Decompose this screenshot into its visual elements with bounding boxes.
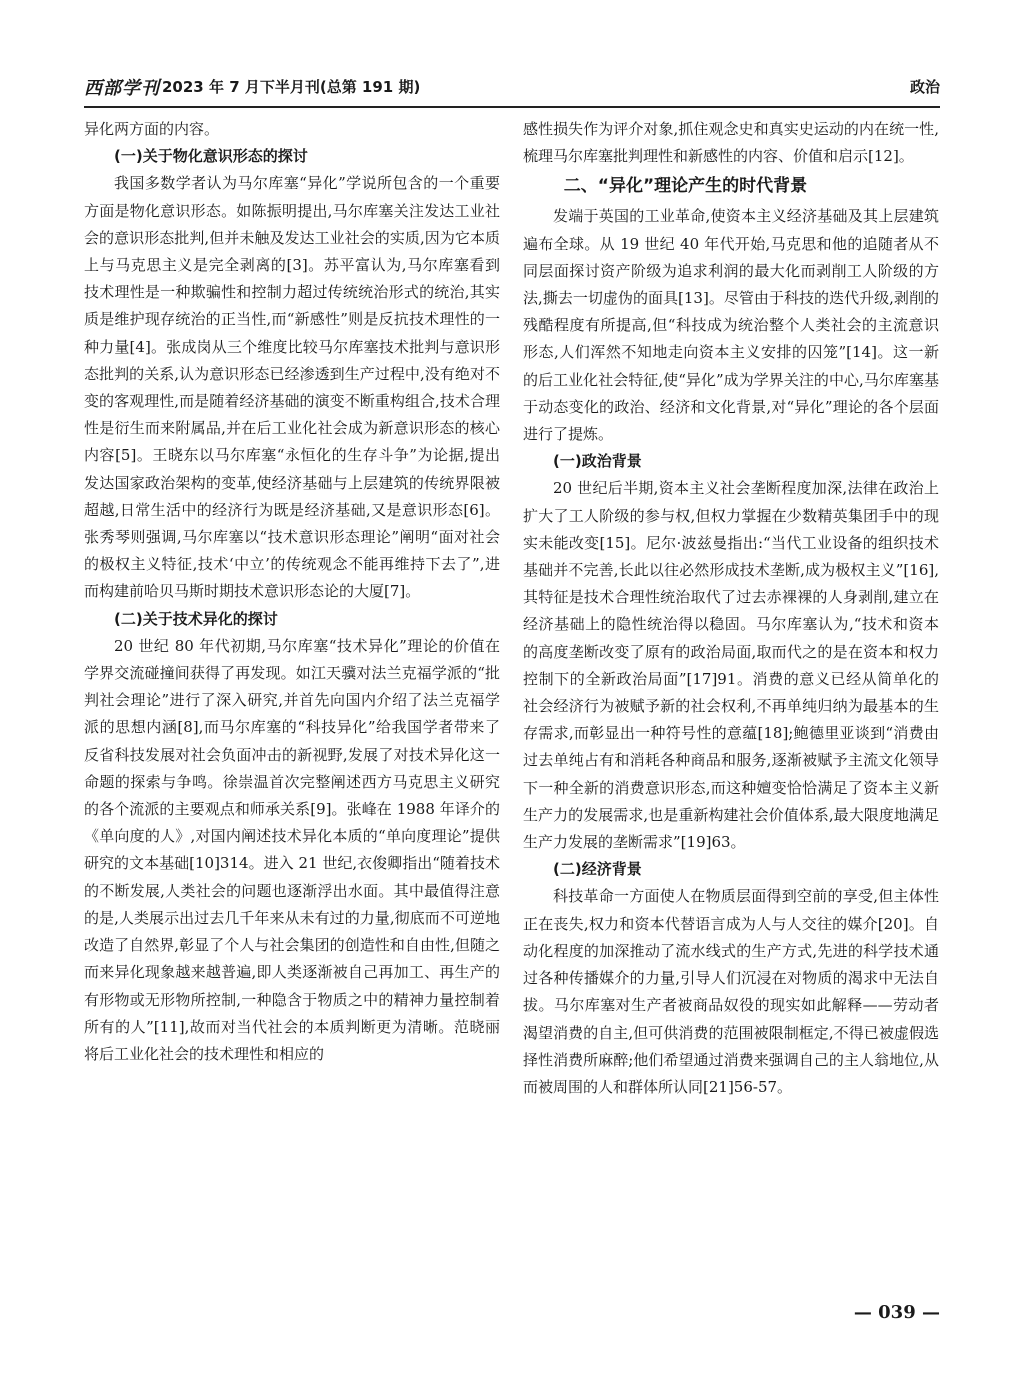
paragraph: 发端于英国的工业革命,使资本主义经济基础及其上层建筑遍布全球。从 19 世纪 40 年代开始,马克思和他的追随者从不同层面探讨资产阶级为追求利润的最大化而剥削工人阶级的方法,撕去一切虚伪的面具[13]。尽管由于科技的迭代升级,剥削的残酷程度有所提高,但“科技成为统治整个人类社会的主流意识形态,人们浑然不知地走向资本主义安排的囚笼”[14]。这一新的后工业化社会特征,使“异化”成为学界关注的中心,马尔库塞基于动态变化的政治、经济和文化背景,对“异化”理论的各个层面进行了提炼。 xyxy=(523,207,939,444)
paragraph: 科技革命一方面使人在物质层面得到空前的享受,但主体性正在丧失,权力和资本代替语言成为人与人交往的媒介[20]。自动化程度的加深推动了流水线式的生产方式,先进的科学技术通过各种传播媒介的力量,引导人们沉浸在对物质的渴求中无法自拔。马尔库塞对生产者被商品奴役的现实如此解释——劳动者渴望消费的自主,但可供消费的范围被限制框定,不得已被虚假选择性消费所麻醉;他们希望通过消费来强调自己的主人翁地位,从而被周围的人和群体所认同[21]56-57。 xyxy=(523,887,939,1096)
journal-logo: 西部学刊 xyxy=(84,78,160,99)
page-number: — 039 — xyxy=(853,1302,940,1323)
subsection-heading: (一)政治背景 xyxy=(553,452,642,471)
section-name: 政治 xyxy=(909,78,940,96)
paragraph: 20 世纪 80 年代初期,马尔库塞“技术异化”理论的价值在学界交流碰撞间获得了再发现。如江天骥对法兰克福学派的“批判社会理论”进行了深入研究,并首先向国内介绍了法兰克福学派的思想内涵[8],而马尔库塞的“科技异化”给我国学者带来了反省科技发展对社会负面冲击的新视野,发展了对技术异化这一命题的探索与争鸣。徐崇温首次完整阐述西方马克思主义研究的各个流派的主要观点和师承关系[9]。张峰在 1988 年译介的《单向度的人》,对国内阐述技术异化本质的“单向度理论”提供研究的文本基础[10]314。进入 21 世纪,衣俊卿指出“随着技术的不断发展,人类社会的问题也逐渐浮出水面。其中最值得注意的是,人类展示出过去几千年来从未有过的力量,彻底而不可逆地改造了自然界,彰显了个人与社会集团的创造性和自由性,但随之而来异化现象越来越普遍,即人类逐渐被自己再加工、再生产的有形物或无形物所控制,一种隐含于物质之中的精神力量控制着所有的人”[11],故而对当代社会的本质判断更为清晰。范晓丽将后工业化社会的技术理性和相应的 xyxy=(84,636,500,1063)
paragraph: 异化两方面的内容。 xyxy=(84,120,220,138)
paragraph: 我国多数学者认为马尔库塞“异化”学说所包含的一个重要方面是物化意识形态。如陈振明提出,马尔库塞关注发达工业社会的意识形态批判,但并未触及发达工业社会的实质,因为它本质上与马克思主义是完全剥离的[3]。苏平富认为,马尔库塞看到技术理性是一种欺骗性和控制力超过传统统治形式的统治,其实质是维护现存统治的正当性,而“新感性”则是反抗技术理性的一种力量[4]。张成岗从三个维度比较马尔库塞技术批判与意识形态批判的关系,认为意识形态已经渗透到生产过程中,没有绝对不变的客观理性,而是随着经济基础的演变不断重构组合,技术合理性是衍生而来附属品,并在后工业化社会成为新意识形态的核心内容[5]。王晓东以马尔库塞“永恒化的生存斗争”为论据,提出发达国家政治架构的变革,使经济基础与上层建筑的传统界限被超越,日常生活中的经济行为既是经济基础,又是意识形态[6]。张秀琴则强调,马尔库塞以“技术意识形态理论”阐明“面对社会的极权主义特征,技术‘中立’的传统观念不能再维持下去了”,进而构建前哈贝马斯时期技术意识形态论的大厦[7]。 xyxy=(84,174,500,601)
paragraph: 感性损失作为评介对象,抓住观念史和真实史运动的内在统一性,梳理马尔库塞批判理性和新感性的内容、价值和启示[12]。 xyxy=(523,120,939,166)
page-header xyxy=(84,70,940,108)
subsection-heading: (一)关于物化意识形态的探讨 xyxy=(114,147,308,166)
subsection-heading: (二)关于技术异化的探讨 xyxy=(114,609,278,628)
right-column xyxy=(523,116,939,1101)
subsection-heading: (二)经济背景 xyxy=(553,860,642,879)
section-heading: 二、“异化”理论产生的时代背景 xyxy=(563,176,808,197)
left-column xyxy=(84,116,500,1068)
issue-info: 2023 年 7 月下半月刊(总第 191 期) xyxy=(162,78,421,96)
paragraph: 20 世纪后半期,资本主义社会垄断程度加深,法律在政治上扩大了工人阶级的参与权,但权力掌握在少数精英集团手中的现实未能改变[15]。尼尔·波兹曼指出:“当代工业设备的组织技术基础并不完善,长此以往必然形成技术垄断,成为极权主义”[16],其特征是技术合理性统治取代了过去赤裸裸的人身剥削,建立在经济基础上的隐性统治得以稳固。马尔库塞认为,“技术和资本的高度垄断改变了原有的政治局面,取而代之的是在资本和权力控制下的全新政治局面”[17]91。消费的意义已经从简单化的社会经济行为被赋予新的社会权利,不再单纯归纳为最基本的生存需求,而彰显出一种符号性的意蕴[18];鲍德里亚谈到“消费由过去单纯占有和消耗各种商品和服务,逐渐被赋予主流文化领导下一种全新的消费意识形态,而这种嬗变恰恰满足了资本主义新生产力的发展需求,也是重新构建社会价值体系,最大限度地满足生产力发展的垄断需求”[19]63。 xyxy=(523,479,939,852)
